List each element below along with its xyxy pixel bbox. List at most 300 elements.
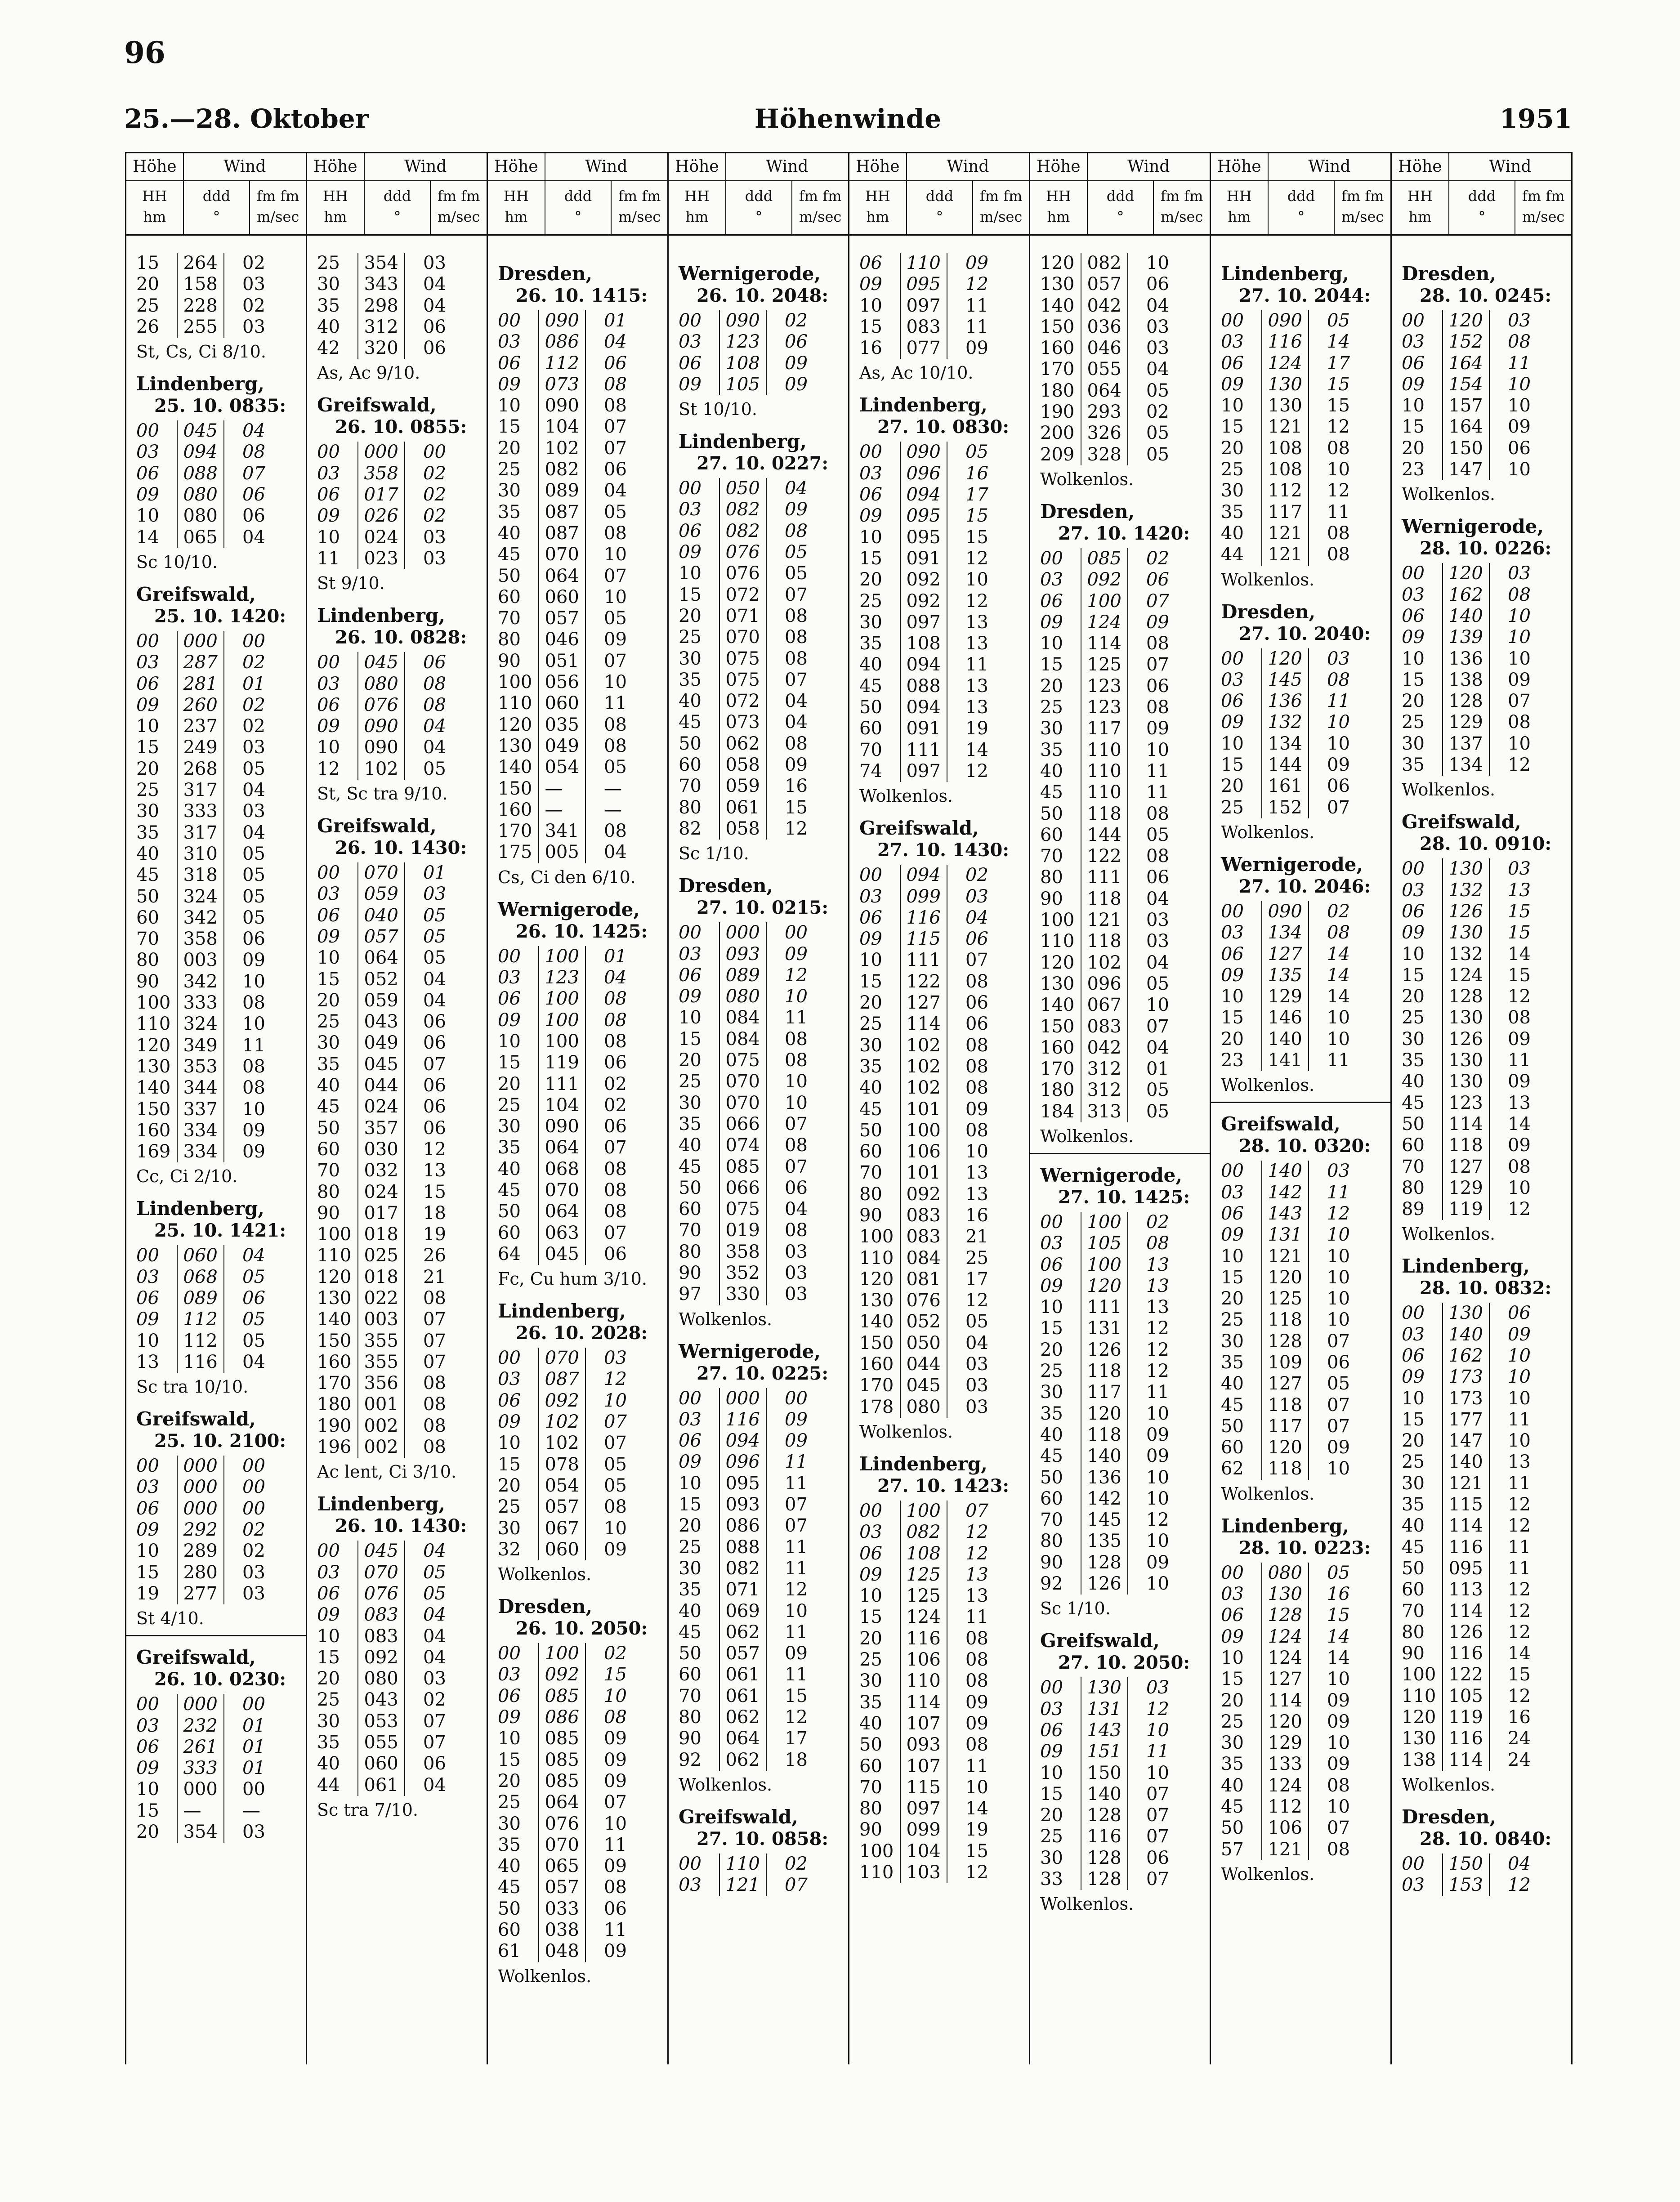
- speed-cell: 07: [423, 1732, 446, 1753]
- speed-cell: 06: [965, 929, 988, 950]
- direction-cell: 060: [538, 693, 586, 714]
- speed-cell: 11: [1327, 501, 1350, 523]
- direction-cell: 083: [1081, 1016, 1128, 1037]
- speed-cell: 02: [242, 253, 265, 273]
- height-cell: 06: [1221, 353, 1244, 374]
- speed-cell: 01: [242, 673, 265, 694]
- fm-label: fm fm: [618, 188, 661, 205]
- height-cell: 09: [679, 1452, 701, 1473]
- speed-cell: 08: [1508, 1007, 1531, 1028]
- table-row: [498, 1475, 667, 1496]
- height-cell: 200: [1040, 423, 1075, 444]
- ms-label: m/sec: [618, 208, 661, 225]
- direction-cell: 094: [900, 697, 947, 718]
- direction-cell: 076: [900, 1290, 947, 1311]
- direction-cell: 117: [1261, 1416, 1309, 1437]
- table-row: [859, 1819, 1029, 1840]
- direction-cell: 064: [357, 947, 405, 969]
- speed-cell: 10: [1146, 1531, 1169, 1552]
- table-row: [317, 505, 487, 527]
- height-cell: 10: [1040, 1297, 1063, 1318]
- table-row: [317, 1032, 487, 1054]
- height-cell: 25: [1221, 459, 1244, 480]
- direction-cell: 085: [538, 1771, 586, 1792]
- table-row: [317, 884, 487, 905]
- direction-cell: 114: [1261, 1690, 1309, 1711]
- height-cell: 45: [1221, 1796, 1244, 1818]
- height-cell: 80: [679, 797, 701, 818]
- height-cell: 00: [136, 1694, 159, 1715]
- height-cell: 74: [859, 760, 882, 782]
- direction-cell: 150: [1442, 1854, 1490, 1875]
- height-cell: 50: [1040, 1467, 1063, 1488]
- height-cell: 90: [679, 1728, 701, 1749]
- speed-cell: 08: [604, 374, 627, 395]
- cloud-note: St 9/10.: [317, 573, 385, 594]
- table-row: [317, 317, 487, 338]
- height-cell: 00: [859, 442, 882, 463]
- direction-cell: 120: [1261, 1437, 1309, 1458]
- table-row: [679, 1473, 848, 1494]
- speed-cell: 08: [965, 971, 988, 992]
- height-cell: 00: [317, 652, 340, 673]
- cloud-note: Ac lent, Ci 3/10.: [317, 1462, 457, 1482]
- table-row: [679, 478, 848, 499]
- direction-cell: 075: [719, 1199, 767, 1220]
- speed-cell: 12: [1146, 1339, 1169, 1360]
- direction-cell: 111: [538, 1074, 586, 1095]
- direction-cell: —: [538, 778, 586, 800]
- height-cell: 40: [859, 654, 882, 675]
- speed-cell: 09: [785, 1409, 808, 1430]
- table-row: [317, 759, 487, 780]
- height-cell: 00: [498, 946, 521, 967]
- direction-cell: 136: [1442, 648, 1490, 670]
- degree-label: °: [1117, 208, 1124, 225]
- speed-cell: 10: [1327, 1796, 1350, 1818]
- speed-cell: 05: [242, 865, 265, 886]
- direction-cell: —: [177, 1800, 224, 1822]
- direction-cell: 140: [1081, 1784, 1128, 1805]
- direction-cell: 089: [538, 480, 586, 501]
- direction-cell: 094: [900, 484, 947, 505]
- table-row: [317, 1541, 487, 1562]
- speed-cell: 04: [965, 907, 988, 928]
- table-row: [1040, 825, 1210, 846]
- direction-cell: 000: [177, 1477, 224, 1498]
- direction-cell: 071: [719, 1579, 767, 1600]
- station-name: Lindenberg,: [498, 1300, 626, 1322]
- direction-cell: 065: [177, 527, 224, 548]
- direction-cell: 356: [357, 1373, 405, 1394]
- height-cell: 25: [1402, 1452, 1425, 1473]
- cloud-note: Wolkenlos.: [679, 1309, 773, 1329]
- speed-cell: 08: [965, 1734, 988, 1755]
- direction-cell: 143: [1081, 1720, 1128, 1741]
- height-cell: 33: [1040, 1869, 1063, 1889]
- direction-cell: 157: [1442, 395, 1490, 416]
- height-cell: 62: [1221, 1458, 1244, 1479]
- speed-cell: 06: [1146, 867, 1169, 888]
- table-row: [498, 1348, 667, 1369]
- table-row: [1402, 310, 1571, 331]
- direction-cell: 111: [900, 950, 947, 971]
- speed-cell: 08: [965, 1649, 988, 1670]
- speed-cell: 05: [1327, 1562, 1350, 1583]
- cloud-note: Wolkenlos.: [1221, 1864, 1315, 1884]
- speed-cell: 09: [1327, 755, 1350, 776]
- direction-cell: 130: [1261, 395, 1309, 416]
- height-cell: 03: [1402, 1324, 1425, 1345]
- height-cell: 03: [136, 1715, 159, 1736]
- speed-cell: 03: [242, 1562, 265, 1583]
- speed-cell: 04: [785, 478, 808, 499]
- direction-cell: 100: [538, 988, 586, 1009]
- height-cell: 110: [136, 1014, 171, 1035]
- direction-cell: 102: [900, 1077, 947, 1099]
- speed-cell: 12: [785, 1579, 808, 1600]
- speed-cell: 06: [423, 316, 446, 337]
- speed-cell: 03: [965, 886, 988, 907]
- table-row: [859, 1586, 1029, 1607]
- speed-cell: 10: [1327, 1733, 1350, 1754]
- height-cell: 23: [1402, 459, 1425, 480]
- direction-cell: 070: [538, 1348, 586, 1369]
- table-row: [498, 1223, 667, 1244]
- direction-cell: 337: [177, 1099, 224, 1120]
- table-row: [859, 295, 1029, 317]
- height-cell: 14: [136, 527, 159, 548]
- table-row: [1221, 1416, 1390, 1437]
- table-row: [136, 886, 306, 907]
- table-row: [679, 733, 848, 755]
- col-header-fm: [792, 181, 848, 234]
- direction-cell: 145: [1081, 1510, 1128, 1531]
- table-row: [136, 1120, 306, 1141]
- speed-cell: 04: [242, 1245, 265, 1266]
- speed-cell: 11: [1508, 1050, 1531, 1071]
- table-row: [1040, 1255, 1210, 1276]
- height-cell: 160: [136, 1120, 171, 1141]
- height-cell: 03: [859, 886, 882, 907]
- speed-cell: 09: [1327, 1690, 1350, 1711]
- direction-cell: 330: [719, 1284, 767, 1305]
- table-row: [1040, 1488, 1210, 1510]
- table-row: [679, 1114, 848, 1135]
- table-row: [679, 648, 848, 670]
- height-cell: 40: [317, 316, 340, 337]
- height-cell: 09: [498, 1411, 521, 1433]
- speed-cell: 13: [1508, 1452, 1531, 1473]
- table-row: [1221, 1437, 1390, 1458]
- speed-cell: 03: [242, 737, 265, 758]
- speed-cell: 02: [785, 1853, 808, 1874]
- table-row: [136, 1267, 306, 1288]
- station-name: Wernigerode,: [679, 263, 821, 285]
- direction-cell: 085: [538, 1750, 586, 1771]
- degree-label: °: [755, 208, 763, 225]
- speed-cell: 04: [423, 716, 446, 737]
- table-row: [1040, 718, 1210, 739]
- speed-cell: 07: [604, 1222, 627, 1243]
- direction-cell: 232: [177, 1715, 224, 1737]
- table-row: [1040, 359, 1210, 380]
- col-header-ddd: [1088, 181, 1154, 234]
- speed-cell: 08: [423, 1287, 446, 1309]
- height-cell: 30: [679, 648, 701, 669]
- observation-datetime: 28. 10. 0245:: [1420, 285, 1552, 306]
- speed-cell: 05: [785, 542, 808, 563]
- height-cell: 30: [679, 1092, 701, 1113]
- height-cell: 40: [317, 1753, 340, 1774]
- table-row: [136, 992, 306, 1014]
- speed-cell: 07: [1146, 1826, 1169, 1847]
- direction-cell: 131: [1261, 1224, 1309, 1246]
- direction-cell: 121: [1261, 523, 1309, 544]
- table-row: [136, 1456, 306, 1477]
- direction-cell: 138: [1442, 670, 1490, 691]
- height-cell: 15: [1221, 755, 1244, 776]
- table-row: [859, 950, 1029, 971]
- direction-cell: 140: [1442, 606, 1490, 627]
- height-cell: 170: [859, 1375, 894, 1396]
- cloud-note: As, Ac 9/10.: [317, 363, 420, 383]
- height-cell: 03: [136, 442, 159, 463]
- direction-cell: 118: [1261, 1395, 1309, 1416]
- speed-cell: 14: [1327, 1626, 1350, 1647]
- speed-cell: 11: [965, 654, 988, 675]
- table-row: [1402, 1515, 1571, 1536]
- speed-cell: 10: [242, 971, 265, 992]
- table-row: [498, 1728, 667, 1749]
- col-header-ddd: [545, 181, 612, 234]
- table-row: [1221, 776, 1390, 797]
- table-row: [1221, 901, 1390, 922]
- direction-cell: 089: [177, 1288, 224, 1309]
- direction-cell: 121: [1081, 910, 1128, 931]
- speed-cell: 04: [242, 780, 265, 801]
- height-cell: 45: [1040, 1446, 1063, 1467]
- table-row: [317, 990, 487, 1011]
- height-cell: 70: [859, 739, 882, 760]
- station-name: Lindenberg,: [1402, 1255, 1530, 1277]
- speed-cell: 07: [1508, 691, 1531, 712]
- table-row: [859, 1862, 1029, 1883]
- direction-cell: 135: [1261, 965, 1309, 986]
- table-row: [859, 1333, 1029, 1354]
- direction-cell: 000: [719, 1388, 767, 1409]
- cloud-note: As, Ac 10/10.: [859, 363, 974, 383]
- table-row: [1221, 1733, 1390, 1754]
- speed-cell: 09: [1146, 1424, 1169, 1445]
- height-cell: 30: [1402, 733, 1425, 754]
- height-cell: 00: [1221, 648, 1244, 669]
- direction-cell: 100: [1081, 591, 1128, 612]
- table-row: [679, 585, 848, 606]
- col-header-fm: [250, 181, 306, 234]
- table-row: [498, 651, 667, 672]
- height-cell: 15: [498, 1749, 521, 1770]
- direction-cell: 124: [1442, 965, 1490, 986]
- height-cell: 15: [136, 1800, 159, 1821]
- speed-cell: 03: [1508, 563, 1531, 584]
- speed-cell: 00: [242, 1477, 265, 1498]
- table-row: [1221, 670, 1390, 691]
- height-cell: 80: [1402, 1177, 1425, 1198]
- speed-cell: 07: [1146, 1783, 1169, 1804]
- speed-cell: 07: [604, 1137, 627, 1158]
- speed-cell: 08: [1146, 633, 1169, 654]
- height-cell: 25: [1402, 1007, 1425, 1028]
- speed-cell: 08: [604, 735, 627, 756]
- height-cell: 50: [498, 1201, 521, 1222]
- table-row: [859, 1649, 1029, 1670]
- table-row: [498, 1095, 667, 1116]
- header-row-2: [849, 181, 1029, 236]
- height-cell: 06: [679, 965, 701, 986]
- fm-label: fm fm: [256, 188, 299, 205]
- direction-cell: 073: [538, 374, 586, 395]
- height-cell: 03: [859, 1522, 882, 1543]
- speed-cell: —: [604, 799, 622, 820]
- direction-cell: 024: [357, 1182, 405, 1203]
- table-row: [1040, 1699, 1210, 1720]
- hh-label: HH: [503, 188, 529, 205]
- col-header-hoehe: Höhe: [1211, 153, 1269, 180]
- speed-cell: 09: [785, 1643, 808, 1664]
- column-body: [126, 236, 306, 1843]
- direction-cell: 070: [357, 1562, 405, 1583]
- height-cell: 45: [679, 1621, 701, 1643]
- direction-cell: 132: [1261, 712, 1309, 733]
- cloud-note: Sc tra 7/10.: [317, 1800, 418, 1820]
- direction-cell: 058: [719, 755, 767, 776]
- direction-cell: 128: [1261, 1331, 1309, 1352]
- height-cell: 00: [679, 1853, 701, 1874]
- direction-cell: 061: [357, 1775, 405, 1796]
- height-cell: 20: [859, 992, 882, 1014]
- height-cell: 10: [859, 527, 882, 548]
- table-row: [1040, 1552, 1210, 1573]
- direction-cell: 108: [1261, 438, 1309, 459]
- height-cell: 35: [1402, 755, 1425, 776]
- table-row: [1221, 733, 1390, 755]
- direction-cell: 055: [1081, 359, 1128, 380]
- col-header-hh: [488, 181, 545, 234]
- direction-cell: 122: [900, 971, 947, 992]
- direction-cell: 355: [357, 1331, 405, 1352]
- height-cell: 03: [498, 1369, 521, 1390]
- height-cell: 100: [859, 1840, 894, 1862]
- direction-cell: 112: [177, 1331, 224, 1352]
- station-name: Lindenberg,: [136, 1197, 264, 1220]
- direction-cell: 313: [1081, 1101, 1128, 1122]
- speed-cell: 03: [423, 527, 446, 548]
- speed-cell: 02: [604, 1643, 627, 1664]
- direction-cell: 044: [900, 1354, 947, 1375]
- height-cell: 184: [1040, 1101, 1075, 1122]
- table-row: [136, 737, 306, 758]
- table-row: [136, 274, 306, 295]
- height-cell: 190: [317, 1415, 352, 1436]
- cloud-note: Wolkenlos.: [1402, 780, 1496, 800]
- speed-cell: 06: [785, 1177, 808, 1198]
- table-row: [1221, 1050, 1390, 1071]
- direction-cell: 094: [177, 442, 224, 463]
- table-row: [859, 886, 1029, 907]
- table-row: [1221, 1818, 1390, 1839]
- height-cell: 25: [1221, 1309, 1244, 1331]
- table-row: [317, 1267, 487, 1288]
- table-row: [136, 1141, 306, 1162]
- table-row: [136, 907, 306, 929]
- table-row: [498, 1031, 667, 1052]
- speed-cell: 10: [1508, 459, 1531, 480]
- height-cell: 06: [1040, 1254, 1063, 1275]
- table-row: [136, 631, 306, 652]
- table-row: [136, 674, 306, 695]
- height-cell: 15: [1402, 669, 1425, 690]
- table-row: [1221, 797, 1390, 818]
- height-cell: 10: [859, 295, 882, 316]
- direction-cell: 094: [900, 654, 947, 675]
- table-row: [498, 1137, 667, 1158]
- table-row: [1221, 331, 1390, 353]
- speed-cell: 08: [785, 1220, 808, 1241]
- height-cell: 10: [1221, 1647, 1244, 1668]
- height-cell: 80: [1040, 867, 1063, 888]
- height-cell: 10: [1221, 1246, 1244, 1267]
- height-cell: 169: [136, 1141, 171, 1162]
- table-row: [317, 1394, 487, 1415]
- table-row: [317, 737, 487, 758]
- height-cell: 09: [1402, 374, 1425, 395]
- speed-cell: 07: [1327, 797, 1350, 818]
- height-cell: 15: [859, 971, 882, 992]
- direction-cell: 123: [1442, 1093, 1490, 1114]
- direction-cell: 152: [1261, 797, 1309, 818]
- direction-cell: 097: [900, 761, 947, 782]
- table-row: [317, 1583, 487, 1604]
- speed-cell: 10: [1146, 1720, 1169, 1741]
- height-cell: 10: [859, 1586, 882, 1607]
- speed-cell: 04: [423, 737, 446, 758]
- speed-cell: 06: [1327, 1352, 1350, 1373]
- speed-cell: 12: [965, 274, 988, 295]
- speed-cell: 14: [965, 739, 988, 760]
- speed-cell: 12: [965, 760, 988, 782]
- direction-cell: 140: [1442, 1452, 1490, 1473]
- direction-cell: 070: [357, 862, 405, 884]
- direction-cell: 090: [538, 310, 586, 331]
- height-cell: 190: [1040, 402, 1075, 423]
- table-row: [1040, 338, 1210, 359]
- direction-cell: 140: [1261, 1161, 1309, 1182]
- speed-cell: 07: [785, 1494, 808, 1515]
- speed-cell: 03: [1146, 338, 1169, 359]
- speed-cell: 03: [1327, 648, 1350, 669]
- observation-datetime: 26. 10. 2050:: [516, 1618, 648, 1639]
- direction-cell: 118: [1261, 1458, 1309, 1479]
- speed-cell: 10: [1146, 1403, 1169, 1424]
- height-cell: 40: [1221, 1775, 1244, 1796]
- height-cell: 30: [1040, 718, 1063, 739]
- table-row: [679, 1388, 848, 1409]
- table-row: [859, 1014, 1029, 1035]
- direction-cell: 090: [357, 716, 405, 737]
- cloud-note: Wolkenlos.: [1402, 484, 1496, 505]
- height-cell: 70: [498, 608, 521, 629]
